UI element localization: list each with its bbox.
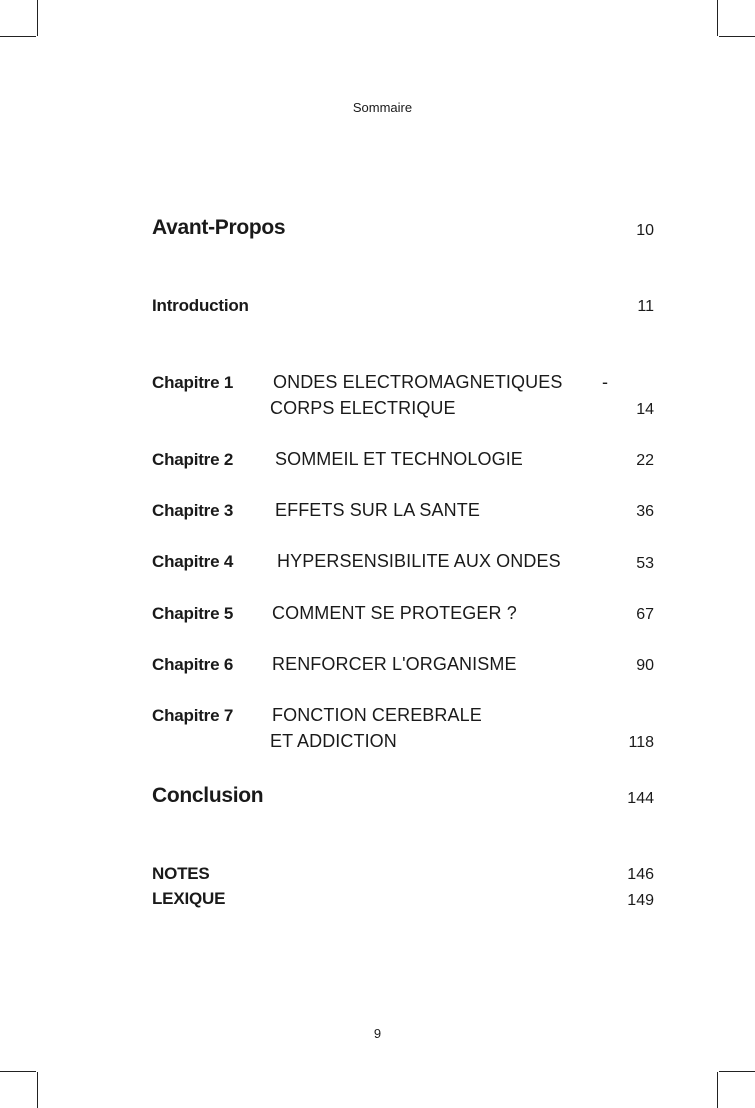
toc-chapter-1-title-line2: CORPS ELECTRIQUE [270, 398, 456, 418]
toc-avant-propos-title: Avant-Propos [152, 216, 286, 239]
crop-mark-top-left [37, 0, 38, 36]
toc-lexique-page: 149 [627, 892, 654, 909]
toc-chapter-5-label: Chapitre 5 [152, 604, 234, 623]
toc-chapter-6-title: RENFORCER L'ORGANISME [272, 654, 517, 674]
toc-chapter-6-page: 90 [636, 657, 654, 674]
toc-chapter-7-label: Chapitre 7 [152, 706, 234, 725]
toc-chapter-4-title: HYPERSENSIBILITE AUX ONDES [277, 551, 561, 571]
crop-mark-top-right-h [719, 36, 755, 37]
toc-chapter-7-page: 118 [628, 734, 654, 751]
toc-chapter-2-page: 22 [636, 452, 654, 469]
crop-mark-bottom-left [37, 1072, 38, 1108]
toc-conclusion-title: Conclusion [152, 784, 264, 807]
toc-chapter-3-label: Chapitre 3 [152, 501, 234, 520]
toc-chapter-2-title: SOMMEIL ET TECHNOLOGIE [275, 449, 523, 469]
toc-chapter-3-page: 36 [636, 503, 654, 520]
toc-chapter-5-title: COMMENT SE PROTEGER ? [272, 603, 517, 623]
crop-mark-bottom-left-h [0, 1071, 36, 1072]
toc-chapter-6-label: Chapitre 6 [152, 655, 234, 674]
toc-chapter-7-title: FONCTION CEREBRALE [272, 705, 482, 725]
toc-notes-title: NOTES [152, 864, 210, 883]
toc-chapter-7-title-line2: ET ADDICTION [270, 731, 397, 751]
toc-conclusion-page: 144 [627, 790, 654, 807]
toc-chapter-1-page: 14 [636, 401, 654, 418]
toc-notes-page: 146 [627, 866, 654, 883]
toc-lexique-title: LEXIQUE [152, 889, 226, 908]
toc-chapter-5-page: 67 [636, 606, 654, 623]
crop-mark-bottom-right [717, 1072, 718, 1108]
toc-chapter-4-label: Chapitre 4 [152, 552, 234, 571]
crop-mark-top-left-h [0, 36, 36, 37]
toc-chapter-1-title: ONDES ELECTROMAGNETIQUES [273, 372, 563, 392]
toc-chapter-1-label: Chapitre 1 [152, 373, 234, 392]
toc-chapter-4-page: 53 [636, 555, 654, 572]
toc-chapter-2-label: Chapitre 2 [152, 450, 234, 469]
running-head: Sommaire [352, 100, 413, 115]
toc-chapter-1-dash: - [602, 372, 609, 392]
crop-mark-top-right [717, 0, 718, 36]
page-number: 9 [373, 1026, 382, 1041]
toc-avant-propos-page: 10 [636, 222, 654, 239]
toc-introduction-title: Introduction [152, 296, 249, 315]
toc-chapter-3-title: EFFETS SUR LA SANTE [275, 500, 480, 520]
crop-mark-bottom-right-h [719, 1071, 755, 1072]
toc-introduction-page: 11 [637, 298, 654, 315]
